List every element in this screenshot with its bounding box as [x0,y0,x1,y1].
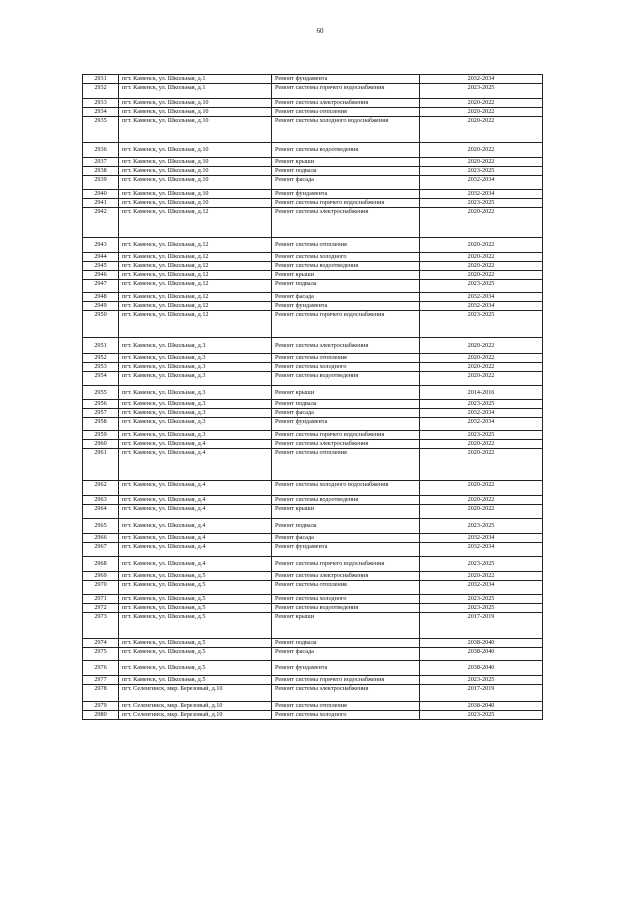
period-cell: 2020-2022 [420,572,543,581]
address-cell: пгт. Каменск, ул. Школьная, д.12 [119,208,272,238]
table-row [83,711,543,720]
row-number-cell: 2957 [83,409,119,418]
table-row [83,595,543,604]
work-type-cell: Ремонт фундамента [272,543,420,557]
row-number-cell: 2972 [83,604,119,613]
table-row [83,449,543,481]
row-number-cell: 2976 [83,661,119,676]
period-cell: 2032-2034 [420,409,543,418]
address-cell: пгт. Каменск, ул. Школьная, д.3 [119,363,272,372]
address-cell: пгт. Каменск, ул. Школьная, д.1 [119,84,272,99]
table-row [83,363,543,372]
address-cell: пгт. Каменск, ул. Школьная, д.3 [119,372,272,386]
row-number-cell: 2942 [83,208,119,238]
table-row [83,572,543,581]
work-type-cell: Ремонт системы отопления [272,581,420,595]
address-cell: пгт. Каменск, ул. Школьная, д.4 [119,481,272,496]
row-number-cell: 2947 [83,280,119,293]
period-cell: 2032-2034 [420,543,543,557]
address-cell: пгт. Каменск, ул. Школьная, д.10 [119,108,272,117]
period-cell: 2020-2022 [420,481,543,496]
table-row [83,386,543,400]
work-type-cell: Ремонт фасада [272,409,420,418]
address-cell: пгт. Каменск, ул. Школьная, д.4 [119,449,272,481]
row-number-cell: 2945 [83,262,119,271]
row-number-cell: 2944 [83,253,119,262]
table-row [83,293,543,302]
row-number-cell: 2974 [83,639,119,648]
work-type-cell: Ремонт подвала [272,639,420,648]
work-type-cell: Ремонт системы водоотведения [272,262,420,271]
row-number-cell: 2934 [83,108,119,117]
period-cell: 2023-2025 [420,595,543,604]
work-type-cell: Ремонт крыши [272,613,420,639]
period-cell: 2017-2019 [420,685,543,702]
row-number-cell: 2939 [83,176,119,190]
table-row [83,302,543,311]
table-row [83,271,543,280]
period-cell: 2032-2034 [420,581,543,595]
table-row [83,519,543,534]
row-number-cell: 2962 [83,481,119,496]
work-type-cell: Ремонт системы горячего водоснабжения [272,431,420,440]
table-row [83,143,543,158]
table-row [83,702,543,711]
row-number-cell: 2966 [83,534,119,543]
address-cell: пгт. Каменск, ул. Школьная, д.5 [119,572,272,581]
row-number-cell: 2938 [83,167,119,176]
table-row [83,676,543,685]
row-number-cell: 2975 [83,648,119,661]
work-type-cell: Ремонт фундамента [272,75,420,84]
repair-schedule-table [82,74,543,720]
table-row [83,99,543,108]
work-type-cell: Ремонт системы электроснабжения [272,338,420,354]
period-cell: 2020-2022 [420,117,543,143]
row-number-cell: 2931 [83,75,119,84]
period-cell: 2020-2022 [420,354,543,363]
work-type-cell: Ремонт фундамента [272,302,420,311]
work-type-cell: Ремонт системы отопления [272,702,420,711]
row-number-cell: 2937 [83,158,119,167]
table-row [83,661,543,676]
table-row [83,238,543,253]
work-type-cell: Ремонт крыши [272,505,420,519]
row-number-cell: 2979 [83,702,119,711]
address-cell: пгт. Каменск, ул. Школьная, д.5 [119,676,272,685]
period-cell: 2020-2022 [420,440,543,449]
period-cell: 2023-2025 [420,311,543,338]
address-cell: пгт. Каменск, ул. Школьная, д.4 [119,557,272,572]
table-row [83,581,543,595]
work-type-cell: Ремонт фундамента [272,418,420,431]
address-cell: пгт. Каменск, ул. Школьная, д.4 [119,543,272,557]
period-cell: 2032-2034 [420,293,543,302]
period-cell: 2023-2025 [420,431,543,440]
address-cell: пгт. Каменск, ул. Школьная, д.3 [119,338,272,354]
row-number-cell: 2963 [83,496,119,505]
period-cell: 2020-2022 [420,108,543,117]
table-row [83,158,543,167]
table-row [83,262,543,271]
row-number-cell: 2961 [83,449,119,481]
table-row [83,108,543,117]
table-row [83,534,543,543]
work-type-cell: Ремонт системы горячего водоснабжения [272,199,420,208]
row-number-cell: 2941 [83,199,119,208]
work-type-cell: Ремонт системы холодного водоснабжения [272,481,420,496]
work-type-cell: Ремонт крыши [272,158,420,167]
period-cell: 2032-2034 [420,302,543,311]
address-cell: пгт. Каменск, ул. Школьная, д.12 [119,238,272,253]
table-row [83,557,543,572]
period-cell: 2023-2025 [420,167,543,176]
period-cell: 2023-2025 [420,199,543,208]
work-type-cell: Ремонт системы водоотведения [272,496,420,505]
period-cell: 2020-2022 [420,363,543,372]
work-type-cell: Ремонт системы холодного [272,363,420,372]
address-cell: пгт. Каменск, ул. Школьная, д.12 [119,311,272,338]
period-cell: 2023-2025 [420,400,543,409]
table-body [83,75,543,720]
address-cell: пгт. Каменск, ул. Школьная, д.1 [119,75,272,84]
address-cell: пгт. Каменск, ул. Школьная, д.12 [119,271,272,280]
period-cell: 2014-2016 [420,386,543,400]
work-type-cell: Ремонт системы холодного [272,595,420,604]
work-type-cell: Ремонт системы водоотведения [272,143,420,158]
table-row [83,543,543,557]
address-cell: пгт. Каменск, ул. Школьная, д.10 [119,167,272,176]
work-type-cell: Ремонт подвала [272,280,420,293]
row-number-cell: 2973 [83,613,119,639]
address-cell: пгт. Каменск, ул. Школьная, д.4 [119,440,272,449]
work-type-cell: Ремонт системы отопления [272,354,420,363]
address-cell: пгт. Каменск, ул. Школьная, д.5 [119,613,272,639]
row-number-cell: 2936 [83,143,119,158]
table-row [83,311,543,338]
work-type-cell: Ремонт системы электроснабжения [272,208,420,238]
address-cell: пгт. Каменск, ул. Школьная, д.12 [119,262,272,271]
work-type-cell: Ремонт фасада [272,534,420,543]
period-cell: 2032-2034 [420,176,543,190]
address-cell: пгт. Каменск, ул. Школьная, д.10 [119,117,272,143]
table-row [83,372,543,386]
period-cell: 2020-2022 [420,262,543,271]
row-number-cell: 2964 [83,505,119,519]
row-number-cell: 2956 [83,400,119,409]
address-cell: пгт. Каменск, ул. Школьная, д.3 [119,418,272,431]
period-cell: 2038-2040 [420,661,543,676]
work-type-cell: Ремонт фасада [272,176,420,190]
row-number-cell: 2953 [83,363,119,372]
address-cell: пгт. Каменск, ул. Школьная, д.5 [119,648,272,661]
period-cell: 2020-2022 [420,449,543,481]
table-row [83,199,543,208]
row-number-cell: 2949 [83,302,119,311]
table-row [83,208,543,238]
address-cell: пгт. Каменск, ул. Школьная, д.10 [119,190,272,199]
address-cell: пгт. Каменск, ул. Школьная, д.12 [119,293,272,302]
row-number-cell: 2952 [83,354,119,363]
row-number-cell: 2970 [83,581,119,595]
work-type-cell: Ремонт системы отопления [272,108,420,117]
work-type-cell: Ремонт системы горячего водоснабжения [272,84,420,99]
table-row [83,639,543,648]
table-row [83,75,543,84]
address-cell: пгт. Каменск, ул. Школьная, д.4 [119,496,272,505]
table-row [83,440,543,449]
row-number-cell: 2954 [83,372,119,386]
table-row [83,613,543,639]
row-number-cell: 2933 [83,99,119,108]
period-cell: 2020-2022 [420,238,543,253]
work-type-cell: Ремонт фундамента [272,190,420,199]
address-cell: пгт. Каменск, ул. Школьная, д.10 [119,199,272,208]
address-cell: пгт. Каменск, ул. Школьная, д.10 [119,99,272,108]
row-number-cell: 2951 [83,338,119,354]
period-cell: 2032-2034 [420,75,543,84]
address-cell: пгт. Каменск, ул. Школьная, д.10 [119,158,272,167]
period-cell: 2023-2025 [420,84,543,99]
period-cell: 2032-2034 [420,534,543,543]
work-type-cell: Ремонт подвала [272,400,420,409]
period-cell: 2032-2034 [420,418,543,431]
period-cell: 2020-2022 [420,505,543,519]
period-cell: 2020-2022 [420,271,543,280]
table-row [83,505,543,519]
period-cell: 2020-2022 [420,208,543,238]
table-row [83,176,543,190]
table-row [83,409,543,418]
address-cell: пгт. Каменск, ул. Школьная, д.3 [119,354,272,363]
row-number-cell: 2932 [83,84,119,99]
period-cell: 2020-2022 [420,99,543,108]
work-type-cell: Ремонт системы горячего водоснабжения [272,557,420,572]
table-row [83,338,543,354]
row-number-cell: 2968 [83,557,119,572]
row-number-cell: 2958 [83,418,119,431]
table-row [83,190,543,199]
address-cell: пгт. Каменск, ул. Школьная, д.4 [119,505,272,519]
row-number-cell: 2965 [83,519,119,534]
row-number-cell: 2977 [83,676,119,685]
period-cell: 2020-2022 [420,338,543,354]
row-number-cell: 2950 [83,311,119,338]
address-cell: пгт. Каменск, ул. Школьная, д.12 [119,280,272,293]
row-number-cell: 2967 [83,543,119,557]
address-cell: пгт. Каменск, ул. Школьная, д.4 [119,519,272,534]
period-cell: 2038-2040 [420,702,543,711]
work-type-cell: Ремонт фасада [272,648,420,661]
table-row [83,280,543,293]
row-number-cell: 2959 [83,431,119,440]
table-row [83,167,543,176]
period-cell: 2020-2022 [420,372,543,386]
row-number-cell: 2978 [83,685,119,702]
row-number-cell: 2955 [83,386,119,400]
address-cell: пгт. Каменск, ул. Школьная, д.3 [119,409,272,418]
row-number-cell: 2946 [83,271,119,280]
address-cell: пгт. Каменск, ул. Школьная, д.12 [119,253,272,262]
period-cell: 2023-2025 [420,604,543,613]
work-type-cell: Ремонт подвала [272,519,420,534]
work-type-cell: Ремонт системы отопления [272,238,420,253]
table-row [83,685,543,702]
address-cell: пгт. Селенгинск, мкр. Березовый, д.10 [119,685,272,702]
work-type-cell: Ремонт системы горячего водоснабжения [272,676,420,685]
period-cell: 2020-2022 [420,158,543,167]
table-row [83,418,543,431]
period-cell: 2038-2040 [420,648,543,661]
work-type-cell: Ремонт системы отопления [272,449,420,481]
work-type-cell: Ремонт системы водоотведения [272,604,420,613]
table-row [83,431,543,440]
address-cell: пгт. Каменск, ул. Школьная, д.5 [119,595,272,604]
row-number-cell: 2969 [83,572,119,581]
work-type-cell: Ремонт крыши [272,386,420,400]
address-cell: пгт. Каменск, ул. Школьная, д.5 [119,581,272,595]
table-row [83,253,543,262]
address-cell: пгт. Каменск, ул. Школьная, д.10 [119,143,272,158]
page-number: 60 [316,27,324,35]
address-cell: пгт. Каменск, ул. Школьная, д.3 [119,386,272,400]
row-number-cell: 2940 [83,190,119,199]
period-cell: 2038-2040 [420,639,543,648]
row-number-cell: 2960 [83,440,119,449]
work-type-cell: Ремонт фасада [272,293,420,302]
address-cell: пгт. Каменск, ул. Школьная, д.5 [119,639,272,648]
work-type-cell: Ремонт системы электроснабжения [272,440,420,449]
work-type-cell: Ремонт системы электроснабжения [272,572,420,581]
work-type-cell: Ремонт системы электроснабжения [272,685,420,702]
table-row [83,354,543,363]
address-cell: пгт. Каменск, ул. Школьная, д.3 [119,400,272,409]
table-row [83,496,543,505]
work-type-cell: Ремонт подвала [272,167,420,176]
address-cell: пгт. Каменск, ул. Школьная, д.10 [119,176,272,190]
table-row [83,117,543,143]
table-row [83,84,543,99]
work-type-cell: Ремонт системы водоотведения [272,372,420,386]
period-cell: 2020-2022 [420,253,543,262]
work-type-cell: Ремонт системы холодного [272,711,420,720]
address-cell: пгт. Каменск, ул. Школьная, д.5 [119,661,272,676]
row-number-cell: 2971 [83,595,119,604]
row-number-cell: 2980 [83,711,119,720]
table-row [83,604,543,613]
period-cell: 2032-2034 [420,190,543,199]
address-cell: пгт. Каменск, ул. Школьная, д.3 [119,431,272,440]
work-type-cell: Ремонт крыши [272,271,420,280]
row-number-cell: 2935 [83,117,119,143]
work-type-cell: Ремонт системы холодного водоснабжения [272,117,420,143]
row-number-cell: 2943 [83,238,119,253]
work-type-cell: Ремонт системы холодного [272,253,420,262]
address-cell: пгт. Селенгинск, мкр. Березовый, д.10 [119,711,272,720]
address-cell: пгт. Каменск, ул. Школьная, д.12 [119,302,272,311]
table-row [83,400,543,409]
address-cell: пгт. Каменск, ул. Школьная, д.5 [119,604,272,613]
address-cell: пгт. Каменск, ул. Школьная, д.4 [119,534,272,543]
period-cell: 2017-2019 [420,613,543,639]
period-cell: 2023-2025 [420,711,543,720]
work-type-cell: Ремонт фундамента [272,661,420,676]
address-cell: пгт. Селенгинск, мкр. Березовый, д.10 [119,702,272,711]
table-row [83,481,543,496]
work-type-cell: Ремонт системы электроснабжения [272,99,420,108]
period-cell: 2023-2025 [420,676,543,685]
period-cell: 2023-2025 [420,557,543,572]
period-cell: 2023-2025 [420,280,543,293]
row-number-cell: 2948 [83,293,119,302]
period-cell: 2020-2022 [420,496,543,505]
period-cell: 2020-2022 [420,143,543,158]
period-cell: 2023-2025 [420,519,543,534]
work-type-cell: Ремонт системы горячего водоснабжения [272,311,420,338]
table-row [83,648,543,661]
